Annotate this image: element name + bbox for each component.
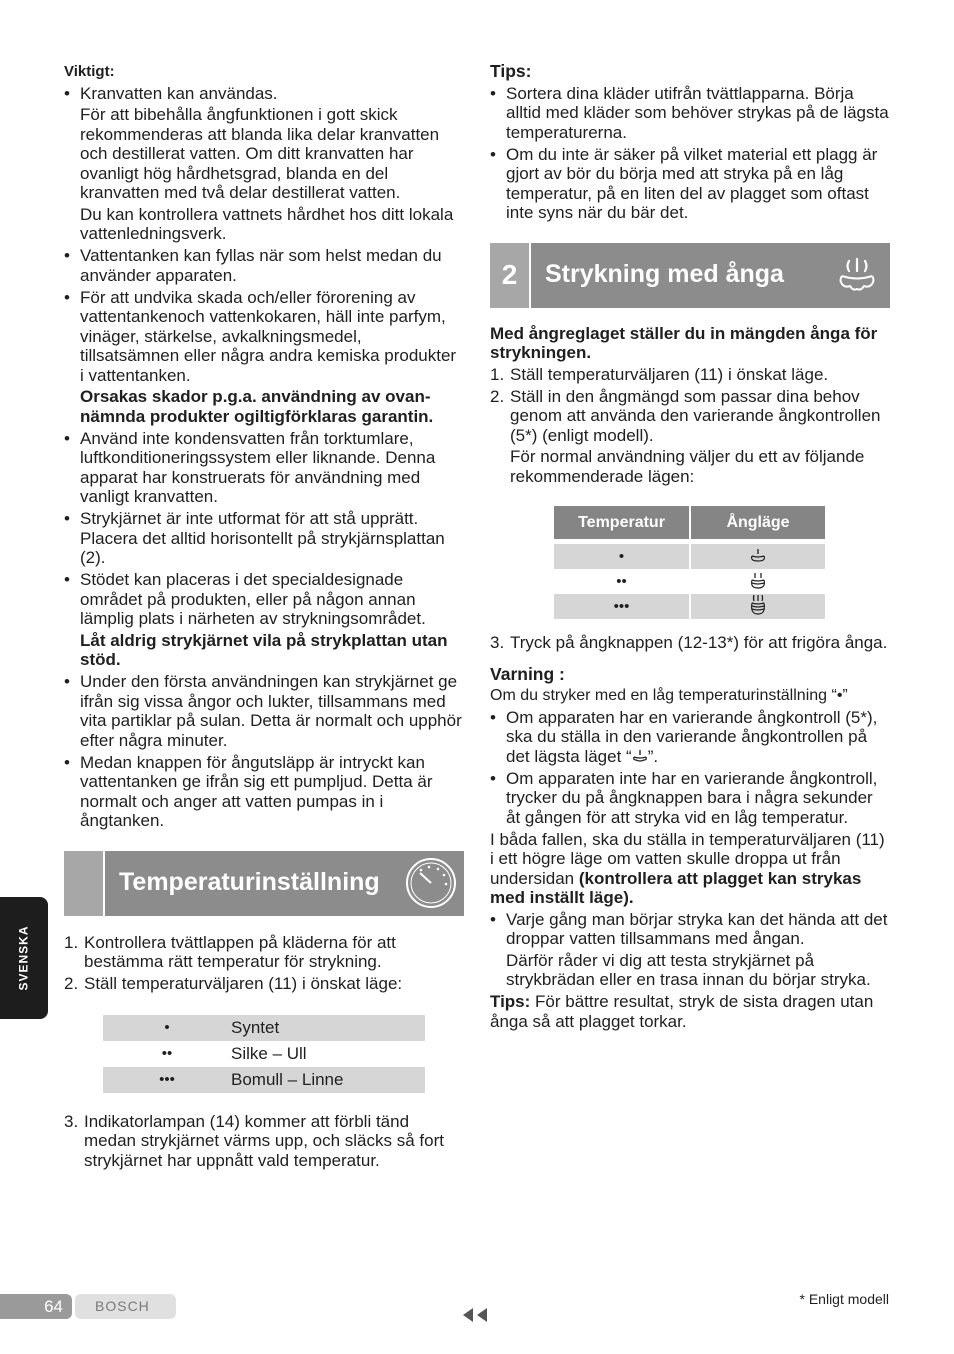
list-item: 2. Ställ in den ångmängd som passar dina behov genom att använda den varierande ångkontrollen (5*) (enligt modell). För normal användning väljer du ett av följande rekommenderade lägen: [490,386,881,486]
steam-table-header-steam: Ångläge [726,513,790,531]
list-item: • Om du inte är säker på vilket material ett plagg är gjort av bör du börja med att stryka på en låg temperatur, på en liten del av plagget som oftast inte syns när du bär det. [490,145,890,223]
steam-level-1-icon [632,749,648,763]
list-item: • Använd inte kondensvatten från torktumlare, luftkonditioneringssystem eller liknande. Denna apparat har konstruerats för användning med vanligt kranvatten. [64,429,464,507]
language-side-tab [0,897,48,1019]
drip-list [490,910,890,990]
steam-table-header-temp: Temperatur [554,506,690,539]
list-item: 3. Tryck på ångknappen (12-13*) för att frigöra ånga. [490,633,888,652]
language-label: SVENSKA [16,925,31,991]
footnote: * Enligt modell [799,1291,889,1307]
temperature-steps [64,933,464,994]
temperature-dial-icon [404,856,458,910]
steam-table [554,506,825,619]
important-title: Viktigt: [64,63,115,80]
both-cases-text: I båda fallen, ska du ställa in temperaturväljaren (11) i ett högre läge om vatten skulle droppa ut från undersidan (kontrollera att plagget kan strykas med inställt läge). [490,829,885,907]
list-item: • Medan knappen för ångutsläpp är intryckt kan vattentanken ge ifrån sig ett pumpljud. Detta är normalt och anger att vatten pumpas in i ångtanken. [64,753,464,831]
tips-list [490,84,890,223]
page-number: 64 [0,1294,72,1319]
banner-tab [64,851,105,916]
list-item: • För att undvika skada och/eller förorening av vattentankenoch vattenkokaren, häll inte parfym, vinäger, stärkelse, avkalkningsmedel, tillsatsämnen eller några andra kemiska produkter i vattentanken. Orsakas skador p.g.a. användning av ovan-nämnda produkter ogiltigförklaras garantin. [64,288,464,427]
warning-intro: Om du stryker med en låg temperaturinställning “•” [490,687,848,704]
table-row [554,569,825,594]
brand-label: BOSCH [75,1294,176,1319]
temp-dots: ••• [159,1070,175,1088]
fabric-cell: Silke – Ull [231,1043,307,1063]
table-row [103,1015,425,1041]
temp-dots: • [554,544,690,569]
steam-section-banner [490,243,890,308]
right-column [490,62,890,1031]
fabric-cell: Syntet [231,1017,280,1037]
steam-level-2-icon [690,569,825,594]
tips-title: Tips: [490,61,532,81]
list-item: • Om apparaten har en varierande ångkontroll (5*), ska du ställa in den varierande ångkontrollen på det lägsta läget “ ”. [490,708,890,767]
warranty-warning: Orsakas skador p.g.a. användning av ovan-nämnda produkter ogiltigförklaras garantin. [80,387,434,426]
list-item: • Sortera dina kläder utifrån tvättlapparna. Börja alltid med kläder som behöver strykas på de lägsta temperaturerna. [490,84,890,143]
steam-level-1-icon [690,544,825,569]
list-item: • Kranvatten kan användas. För att bibehålla ångfunktionen i gott skick rekommenderas att blanda lika delar kranvatten och destillerat vatten. Om ditt kranvatten har ovanligt hög hårdhetsgrad, blanda en del kranvatten med två delar destillerat vatten. Du kan kontrollera vattnets hårdhet hos ditt lokala vattenledningsverk. [64,84,464,244]
list-item: • Vattentanken kan fyllas när som helst medan du använder apparaten. [64,246,464,285]
steam-level-3-icon [690,594,825,619]
back-nav-icon[interactable] [462,1307,490,1328]
table-row [554,594,825,619]
steam-intro: Med ångreglaget ställer du in mängden ånga för strykningen. [490,323,878,362]
list-item: • Under den första användningen kan strykjärnet ge ifrån sig vissa ångor och lukter, tillsammans med vita partiklar på sulan. Detta är normalt och upphör efter några minuter. [64,672,464,750]
list-item: • Varje gång man börjar stryka kan det hända att det droppar vatten tillsammans med ångan. Därför råder vi dig att testa strykjärnet på strykbrädan eller en trasa innan du börjar stryka. [490,910,890,990]
warning-list [490,708,890,828]
left-column [64,62,464,1173]
support-warning: Låt aldrig strykjärnet vila på strykplattan utan stöd. [80,630,448,669]
list-item: • Stödet kan placeras i det specialdesignade området på produkten, eller på någon annan lämplig plats i närheten av strykningsområdet. Låt aldrig strykjärnet vila på strykplattan utan stöd. [64,570,464,670]
important-list [64,84,464,831]
list-item: 1. Ställ temperaturväljaren (11) i önskat läge. [490,364,829,384]
temp-dots: •• [554,569,690,594]
steam-icon [830,248,884,302]
temp-dots: •• [161,1044,173,1062]
final-tips: Tips: För bättre resultat, stryk de sista dragen utan ånga så att plagget torkar. [490,992,874,1031]
list-item: 3. Indikatorlampan (14) kommer att förbli tänd medan strykjärnet värms upp, och släcks så fort strykjärnet har uppnått vald temperatur. [64,1111,444,1170]
steam-steps-cont [490,633,890,653]
temp-dots: • [164,1018,170,1036]
table-row [103,1067,425,1093]
warning-title: Varning : [490,663,565,684]
steam-section-title: Strykning med ånga [545,260,784,289]
list-item: • Strykjärnet är inte utformat för att stå upprätt. Placera det alltid horisontellt på strykjärnsplattan (2). [64,509,464,568]
steam-steps [490,365,890,487]
temperature-section-banner [64,851,464,916]
temperature-section-title: Temperaturinställning [119,868,380,897]
table-row [554,544,825,569]
temperature-table [103,1015,425,1093]
list-item: 1. Kontrollera tvättlappen på kläderna för att bestämma rätt temperatur för strykning. [64,932,396,971]
temperature-steps-cont [64,1112,464,1171]
table-row [103,1041,425,1067]
list-item: 2. Ställ temperaturväljaren (11) i önskat läge: [64,974,403,993]
section-number: 2 [490,243,531,308]
fabric-cell: Bomull – Linne [231,1069,344,1089]
list-item: • Om apparaten inte har en varierande ångkontroll, trycker du på ångknappen bara i några sekunder åt gången för att stryka vid en låg temperatur. [490,769,890,828]
temp-dots: ••• [554,594,690,619]
